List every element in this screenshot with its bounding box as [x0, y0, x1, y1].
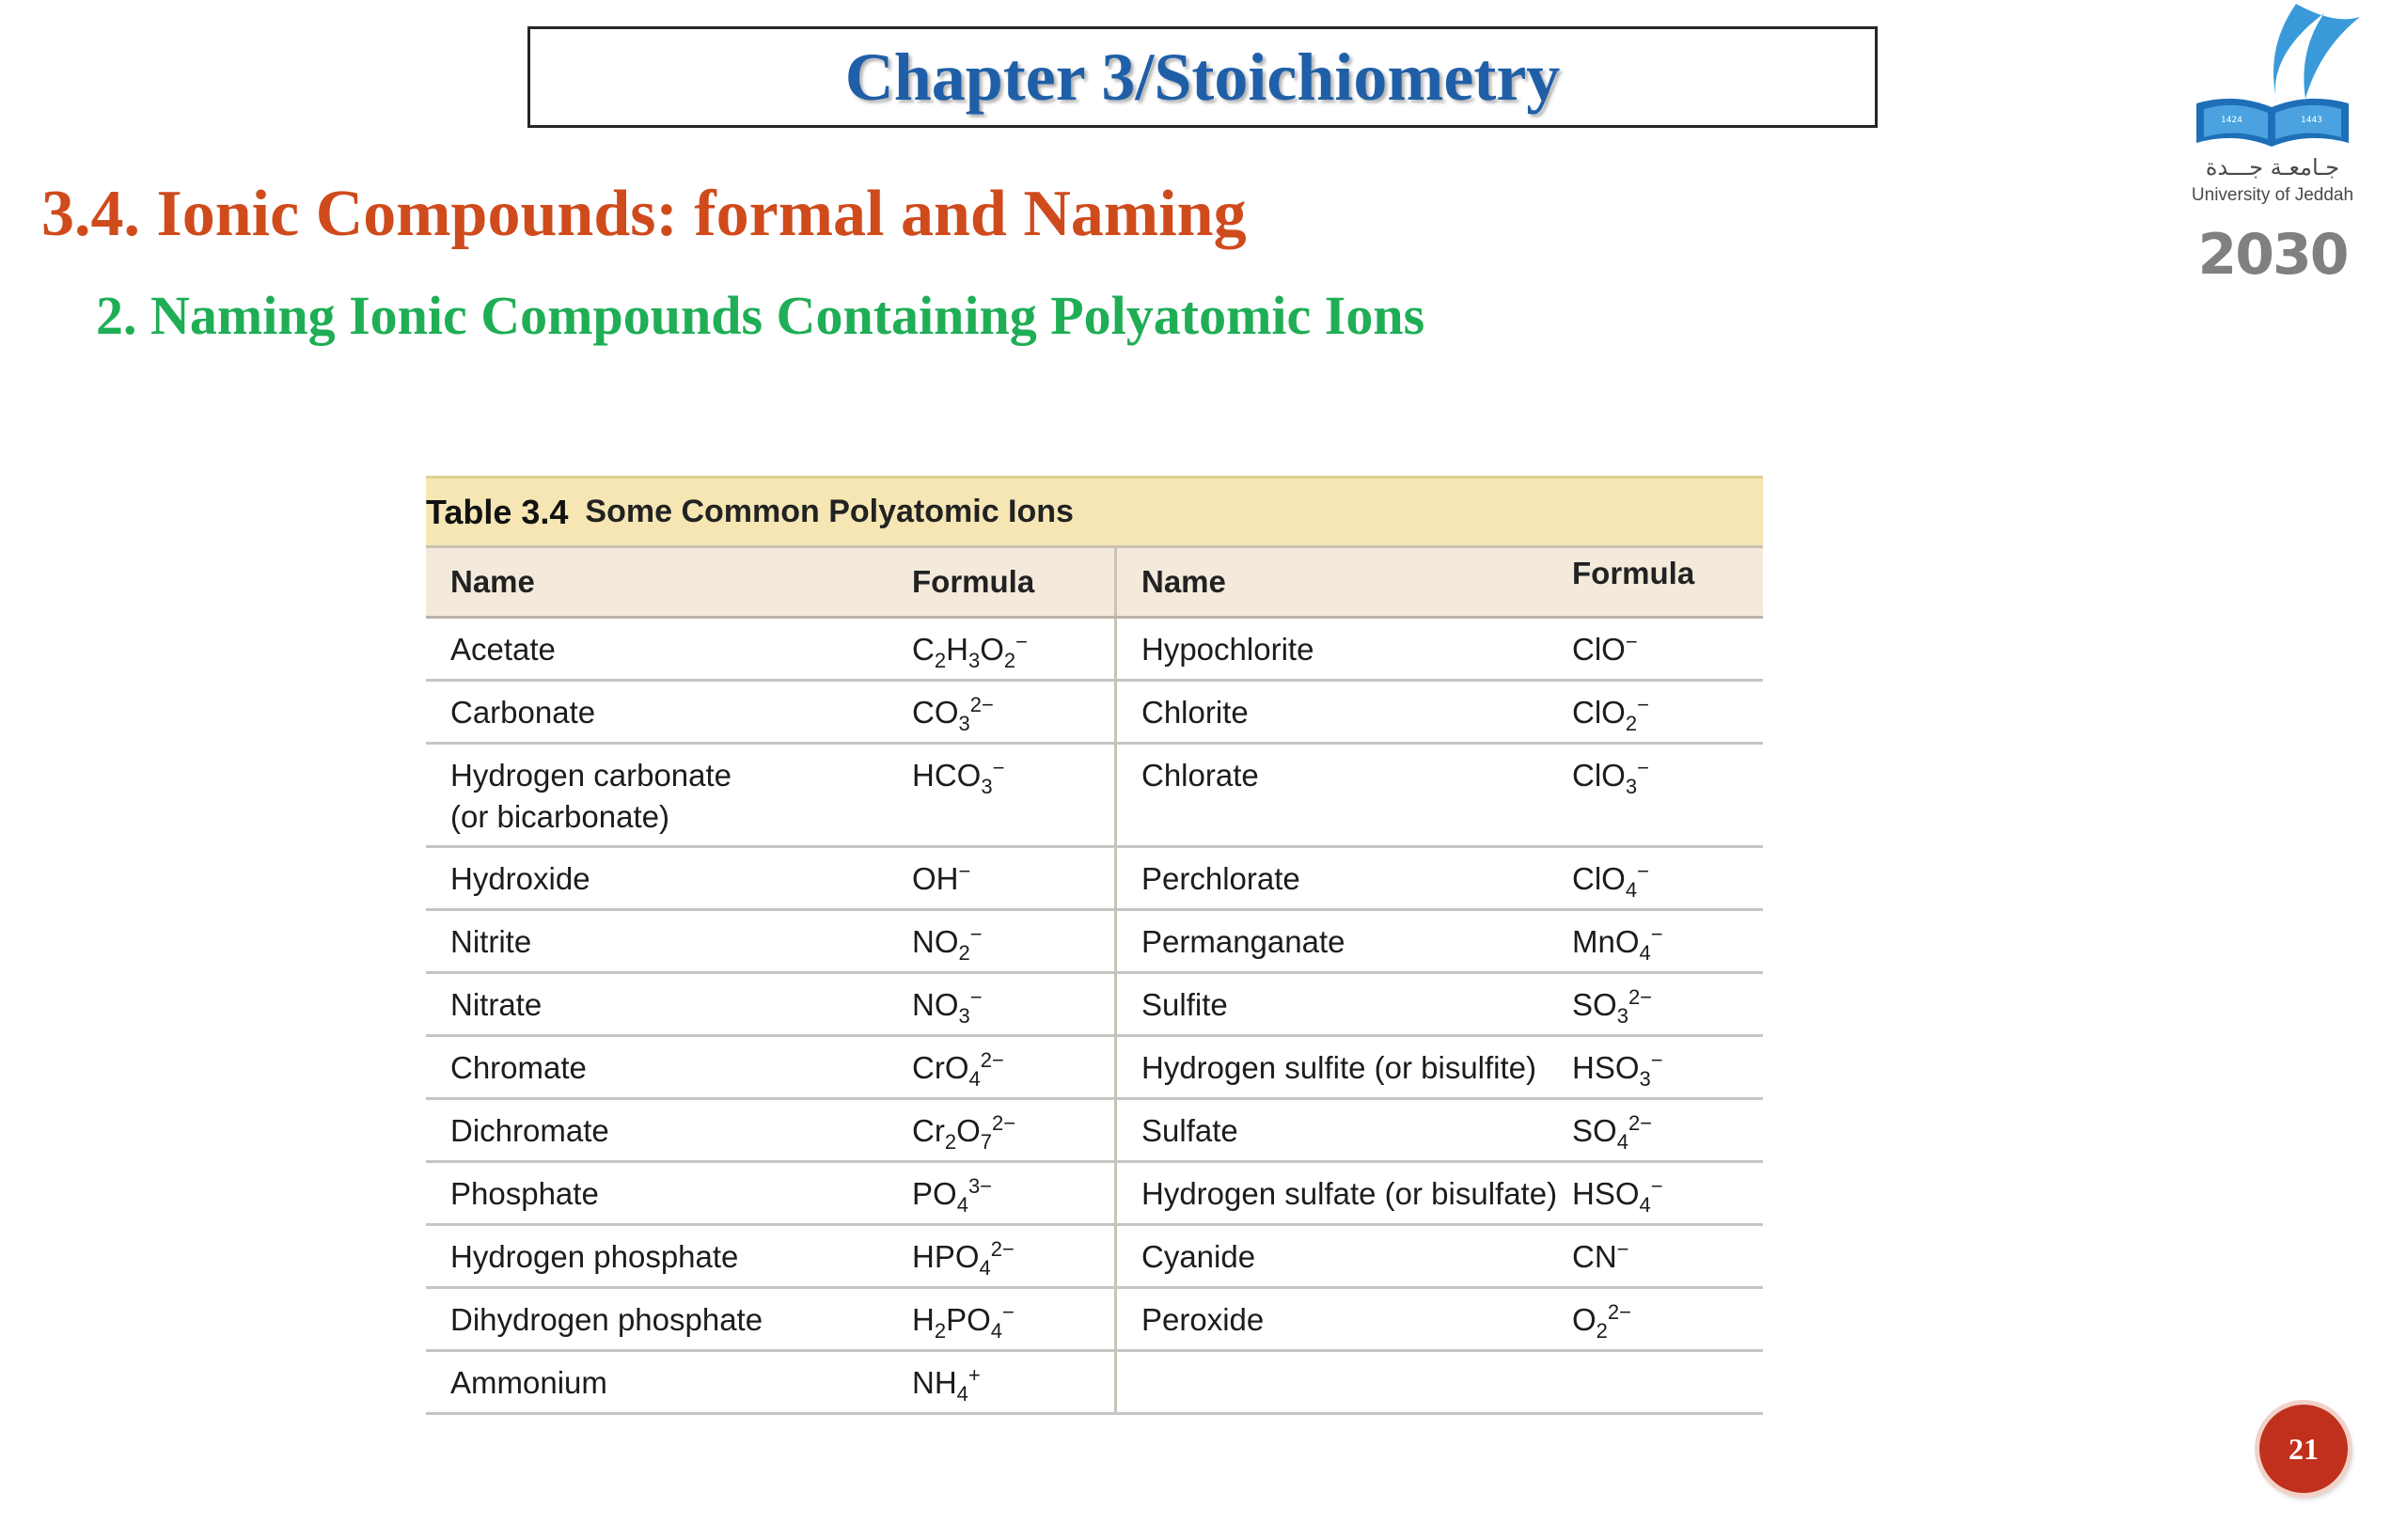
table-header-row: [426, 545, 1763, 619]
table-row: [426, 848, 1763, 911]
section-heading: 3.4. Ionic Compounds: formal and Naming: [41, 178, 1247, 250]
logo-book-year-right: 1443: [2301, 116, 2322, 125]
ion-formula: CN−: [1572, 1237, 1629, 1274]
ion-formula: $HPO_4^{2-}$: [891, 1226, 1117, 1286]
table-body: [426, 619, 1763, 1415]
vision-2030-logo: 2030: [2197, 222, 2348, 288]
ion-name: Nitrite: [450, 924, 532, 959]
ion-name: Hydrogen phosphate: [450, 1239, 739, 1274]
ion-formula: ClO$_2$−: [1572, 693, 1649, 735]
ion-formula: ClO−: [1572, 630, 1638, 667]
ion-formula: $NO_3^-$: [891, 974, 1117, 1034]
ion-name: Hydrogen carbonate (or bicarbonate): [450, 758, 732, 834]
table-row: [426, 619, 1763, 682]
ion-name: Hydroxide: [450, 861, 590, 896]
ion-formula: MnO$_4$−: [1572, 922, 1663, 965]
ion-name: Hydrogen sulfate (or bisulfate): [1141, 1176, 1558, 1211]
ion-formula: ClO$_3$−: [1572, 756, 1649, 798]
ion-formula: [1563, 1352, 1763, 1412]
table-row: [426, 682, 1763, 745]
header-name-left: Name: [450, 564, 535, 599]
ion-formula: $HCO_3^-$: [891, 745, 1117, 845]
ion-name: Hypochlorite: [1141, 632, 1314, 667]
logo-book-year-left: 1424: [2221, 116, 2242, 125]
header-name-right: Name: [1141, 564, 1226, 599]
ion-name: Perchlorate: [1141, 861, 1300, 896]
ion-formula: $SO_4^{2-}$: [1572, 1111, 1653, 1154]
ion-name: Ammonium: [450, 1365, 607, 1400]
ion-formula: $CO_3^{2-}$: [891, 682, 1117, 742]
ion-formula: $NO_2^-$: [891, 911, 1117, 971]
title-box: [527, 26, 1878, 128]
table-label: Table 3.4: [426, 492, 569, 531]
table-row: [426, 1163, 1763, 1226]
slide-title: Chapter 3/Stoichiometry: [844, 39, 1561, 115]
ion-name: Peroxide: [1141, 1302, 1265, 1337]
ion-name: Chlorite: [1141, 695, 1249, 730]
logo-arabic-name: جـامعـة جـــدة: [2205, 154, 2340, 181]
ion-name: Chlorate: [1141, 758, 1259, 793]
ion-name: Cyanide: [1141, 1239, 1256, 1274]
table-row: [426, 974, 1763, 1037]
ion-name: Sulfate: [1141, 1113, 1238, 1148]
ion-formula: $C_2H_3O_2^-$: [891, 619, 1117, 679]
ion-formula: $H_2PO_4^-$: [891, 1289, 1117, 1349]
ion-name: Chromate: [450, 1050, 587, 1085]
ion-name: Nitrate: [450, 987, 543, 1022]
ion-formula: $SO_3^{2-}$: [1572, 985, 1653, 1028]
table-row: [426, 911, 1763, 974]
table-caption: [426, 476, 1763, 545]
ion-name: [1117, 1352, 1563, 1412]
ion-name: Dihydrogen phosphate: [450, 1302, 763, 1337]
logo-university-name: University of Jeddah: [2191, 185, 2354, 205]
ion-name: Dichromate: [450, 1113, 609, 1148]
table-title: Some Common Polyatomic Ions: [585, 494, 1074, 529]
ion-formula: $PO_4^{3-}$: [891, 1163, 1117, 1223]
ion-name: Acetate: [450, 632, 556, 667]
sub-heading: 2. Naming Ionic Compounds Containing Polyatomic Ions: [96, 285, 1425, 346]
logo-flame-icon: [2273, 4, 2360, 103]
ion-formula: CrO$_4^{2-}$: [891, 1037, 1117, 1097]
table-row: [426, 1226, 1763, 1289]
ion-formula: $Cr_2O_7^{2-}$: [891, 1100, 1117, 1160]
table-row: [426, 745, 1763, 848]
ion-name: Hydrogen sulfite (or bisulfite): [1141, 1050, 1537, 1085]
ion-formula: $HSO_3^-$: [1572, 1048, 1663, 1091]
ion-name: Carbonate: [450, 695, 596, 730]
page-number-badge: 21: [2259, 1405, 2348, 1493]
ion-name: Phosphate: [450, 1176, 599, 1211]
ion-formula: OH−: [891, 848, 1117, 908]
ion-formula: $NH_4^+$: [891, 1352, 1117, 1412]
ion-formula: ClO$_4$−: [1572, 859, 1649, 902]
header-formula-left: Formula: [891, 548, 1117, 616]
ion-formula: $HSO_4^-$: [1572, 1174, 1663, 1217]
header-formula-right: Formula: [1572, 556, 1695, 590]
ion-formula: $O_2^{2-}$: [1572, 1300, 1632, 1343]
polyatomic-ions-table: [426, 476, 1763, 1415]
table-row: [426, 1352, 1763, 1415]
table-row: [426, 1289, 1763, 1352]
table-row: [426, 1037, 1763, 1100]
ion-name: Sulfite: [1141, 987, 1228, 1022]
ion-name: Permanganate: [1141, 924, 1345, 959]
table-row: [426, 1100, 1763, 1163]
